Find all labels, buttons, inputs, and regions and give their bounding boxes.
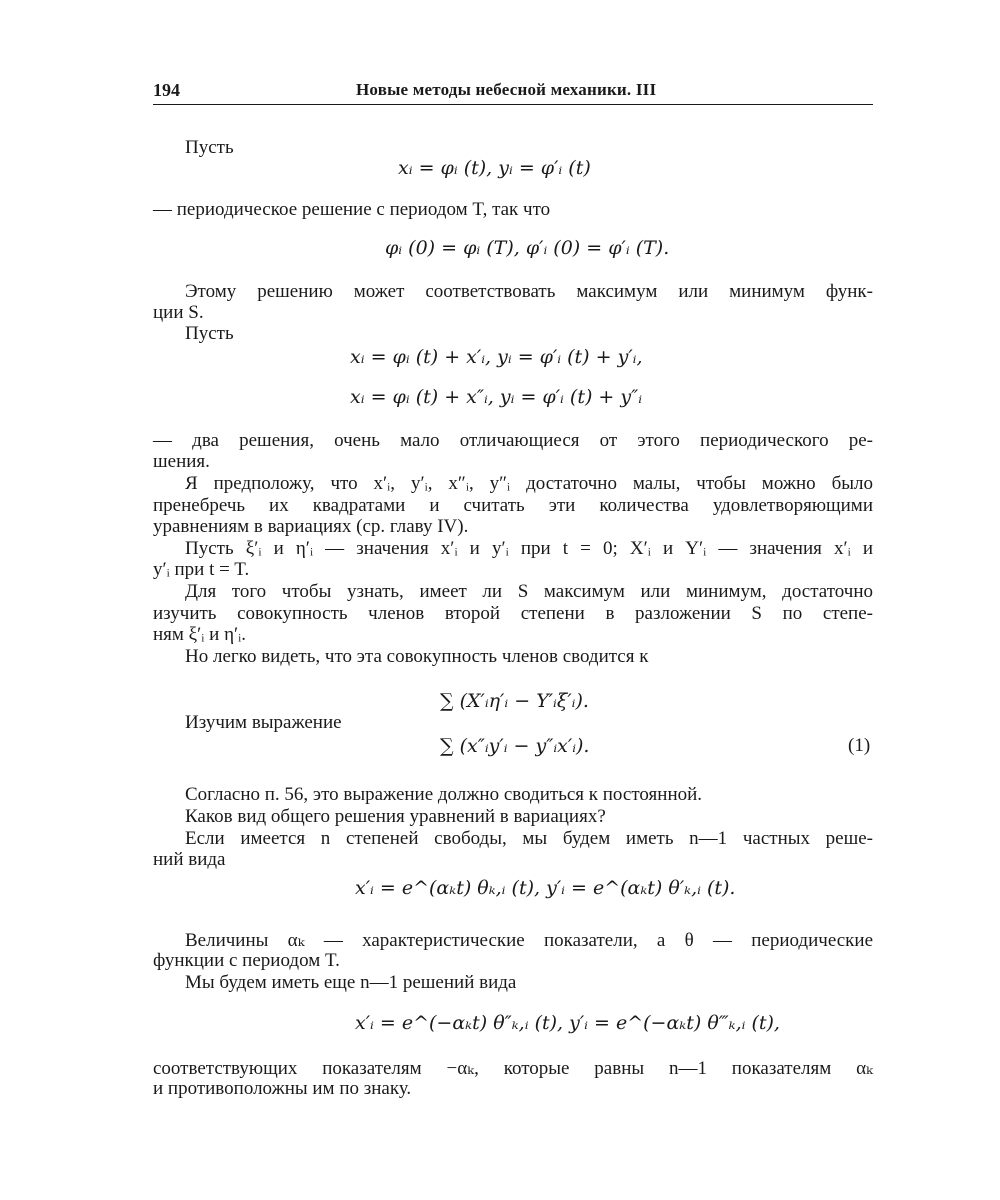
text-line: ции S. — [153, 302, 204, 323]
formula: xᵢ = φᵢ (t) + x′ᵢ, yᵢ = φ′ᵢ (t) + y′ᵢ, — [350, 346, 643, 368]
text-line: — два решения, очень мало отличающиеся от этого периодического ре- — [153, 430, 873, 451]
text-line: Мы будем иметь еще n—1 решений вида — [185, 972, 517, 993]
text-line: Для того чтобы узнать, имеет ли S максимум или минимум, достаточно — [185, 581, 873, 602]
text-line: Этому решению может соответствовать максимум или минимум функ- — [185, 281, 873, 302]
equation-number: (1) — [848, 735, 871, 756]
text-line: пренебречь их квадратами и считать эти количества удовлетворяющими — [153, 495, 873, 516]
text-line: Пусть ξ′ᵢ и η′ᵢ — значения x′ᵢ и y′ᵢ при t = 0; X′ᵢ и Y′ᵢ — значения x′ᵢ и — [185, 538, 873, 559]
formula: xᵢ = φᵢ (t), yᵢ = φ′ᵢ (t) — [398, 157, 591, 179]
formula: φᵢ (0) = φᵢ (T), φ′ᵢ (0) = φ′ᵢ (T). — [385, 237, 670, 259]
text-line: изучить совокупность членов второй степени в разложении S по степе- — [153, 603, 873, 624]
text-line: ний вида — [153, 849, 226, 870]
formula: x′ᵢ = e^(αₖt) θₖ,ᵢ (t), y′ᵢ = e^(αₖt) θ′ₖ,ᵢ (t). — [355, 877, 736, 899]
header-rule — [153, 104, 873, 105]
text-line: ням ξ′ᵢ и η′ᵢ. — [153, 624, 247, 645]
text-line: Пусть — [185, 137, 234, 158]
text-line: Каков вид общего решения уравнений в вариациях? — [185, 806, 606, 827]
text-line: шения. — [153, 451, 210, 472]
formula: ∑ (x″ᵢy′ᵢ − y″ᵢx′ᵢ). — [440, 735, 590, 757]
text-line: Величины αₖ — характеристические показатели, а θ — периодические — [185, 930, 873, 951]
text-line: Я предположу, что x′ᵢ, y′ᵢ, x″ᵢ, y″ᵢ достаточно малы, чтобы можно было — [185, 473, 873, 494]
text-line: Изучим выражение — [185, 712, 342, 733]
text-line: — периодическое решение с периодом T, так что — [153, 199, 551, 220]
formula: ∑ (X′ᵢη′ᵢ − Y′ᵢξ′ᵢ). — [440, 690, 589, 712]
text-line: уравнениям в вариациях (ср. главу IV). — [153, 516, 469, 537]
text-line: Если имеется n степеней свободы, мы будем иметь n—1 частных реше- — [185, 828, 873, 849]
formula: xᵢ = φᵢ (t) + x″ᵢ, yᵢ = φ′ᵢ (t) + y″ᵢ — [350, 386, 643, 408]
page-number: 194 — [153, 80, 180, 100]
formula: x′ᵢ = e^(−αₖt) θ″ₖ,ᵢ (t), y′ᵢ = e^(−αₖt) θ‴ₖ,ᵢ (t), — [355, 1012, 780, 1034]
text-line: y′ᵢ при t = T. — [153, 559, 250, 580]
running-title: Новые методы небесной механики. III — [356, 80, 657, 99]
text-line: и противоположны им по знаку. — [153, 1078, 412, 1099]
text-line: Но легко видеть, что эта совокупность членов сводится к — [185, 646, 649, 667]
text-line: Пусть — [185, 323, 234, 344]
text-line: функции с периодом T. — [153, 950, 340, 971]
text-line: соответствующих показателям −αₖ, которые равны n—1 показателям αₖ — [153, 1058, 873, 1079]
text-line: Согласно п. 56, это выражение должно сводиться к постоянной. — [185, 784, 703, 805]
